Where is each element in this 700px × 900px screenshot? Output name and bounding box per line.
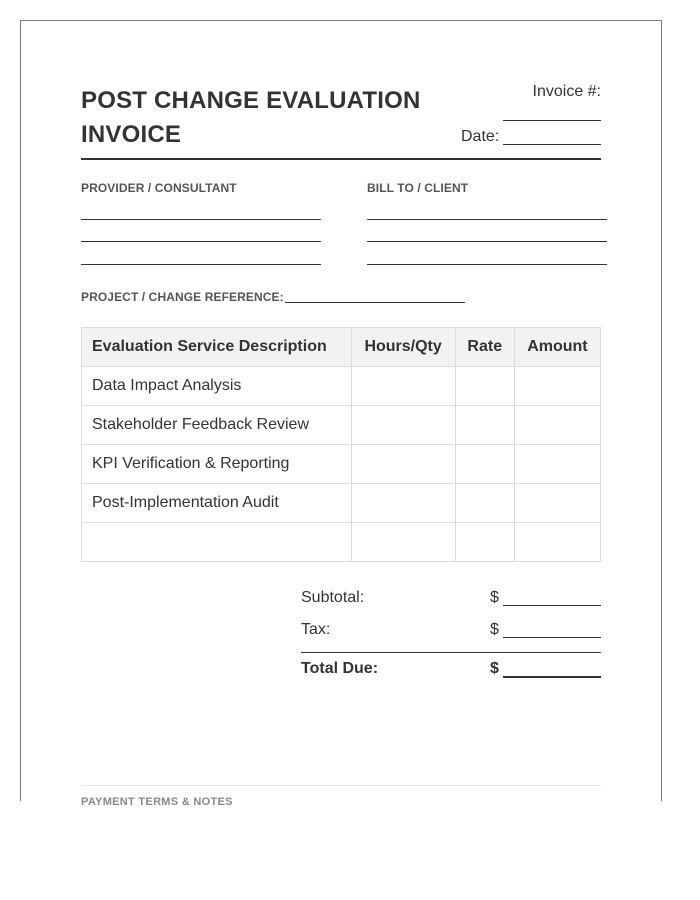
row-description[interactable]: Data Impact Analysis: [82, 367, 352, 406]
invoice-number-label: Invoice #:: [532, 83, 601, 100]
invoice-page: [20, 20, 662, 808]
provider-label: PROVIDER / CONSULTANT: [81, 181, 237, 195]
row-hours-qty[interactable]: [351, 523, 455, 562]
date-field[interactable]: [503, 144, 601, 145]
provider-line-1[interactable]: [81, 219, 321, 220]
row-rate[interactable]: [455, 484, 514, 523]
header-description: Evaluation Service Description: [82, 328, 352, 367]
total-due-field[interactable]: [503, 676, 601, 678]
header-amount: Amount: [514, 328, 600, 367]
table-row: [82, 484, 601, 523]
invoice-title: [81, 84, 451, 152]
row-amount[interactable]: [514, 406, 600, 445]
provider-line-3[interactable]: [81, 264, 321, 265]
header-hours-qty: Hours/Qty: [351, 328, 455, 367]
payment-terms-label: PAYMENT TERMS & NOTES: [81, 796, 233, 808]
tax-field[interactable]: [503, 637, 601, 638]
row-description[interactable]: Post-Implementation Audit: [82, 484, 352, 523]
row-amount[interactable]: [514, 523, 600, 562]
row-hours-qty[interactable]: [351, 445, 455, 484]
row-amount[interactable]: [514, 445, 600, 484]
table-row: [82, 367, 601, 406]
subtotal-currency: $: [490, 589, 499, 606]
provider-line-2[interactable]: [81, 241, 321, 242]
row-hours-qty[interactable]: [351, 367, 455, 406]
row-rate[interactable]: [455, 445, 514, 484]
table-header-row: [82, 328, 601, 367]
row-amount[interactable]: [514, 367, 600, 406]
row-hours-qty[interactable]: [351, 406, 455, 445]
title-line-1: POST CHANGE EVALUATION: [81, 87, 421, 114]
tax-label: Tax:: [301, 621, 331, 638]
bill-to-line-1[interactable]: [367, 219, 607, 220]
total-divider: [301, 652, 601, 653]
row-amount[interactable]: [514, 484, 600, 523]
table-row: [82, 523, 601, 562]
row-description[interactable]: KPI Verification & Reporting: [82, 445, 352, 484]
subtotal-label: Subtotal:: [301, 589, 365, 606]
tax-currency: $: [490, 621, 499, 638]
row-hours-qty[interactable]: [351, 484, 455, 523]
header-rate: Rate: [455, 328, 514, 367]
date-label: Date:: [461, 128, 500, 145]
invoice-number-field[interactable]: [503, 120, 601, 121]
header-divider: [81, 158, 601, 160]
table-row: [82, 445, 601, 484]
bill-to-line-2[interactable]: [367, 241, 607, 242]
bill-to-line-3[interactable]: [367, 264, 607, 265]
total-due-currency: $: [490, 660, 499, 677]
services-table: [81, 327, 601, 562]
row-description[interactable]: Stakeholder Feedback Review: [82, 406, 352, 445]
row-rate[interactable]: [455, 406, 514, 445]
row-rate[interactable]: [455, 523, 514, 562]
project-reference-field[interactable]: [285, 302, 465, 303]
row-rate[interactable]: [455, 367, 514, 406]
title-line-2: INVOICE: [81, 121, 182, 148]
total-due-label: Total Due:: [301, 660, 379, 677]
footer-divider: [81, 785, 601, 786]
bill-to-label: BILL TO / CLIENT: [367, 181, 469, 195]
table-row: [82, 406, 601, 445]
subtotal-field[interactable]: [503, 605, 601, 606]
project-reference-label: PROJECT / CHANGE REFERENCE:: [81, 290, 284, 304]
row-description[interactable]: [82, 523, 352, 562]
